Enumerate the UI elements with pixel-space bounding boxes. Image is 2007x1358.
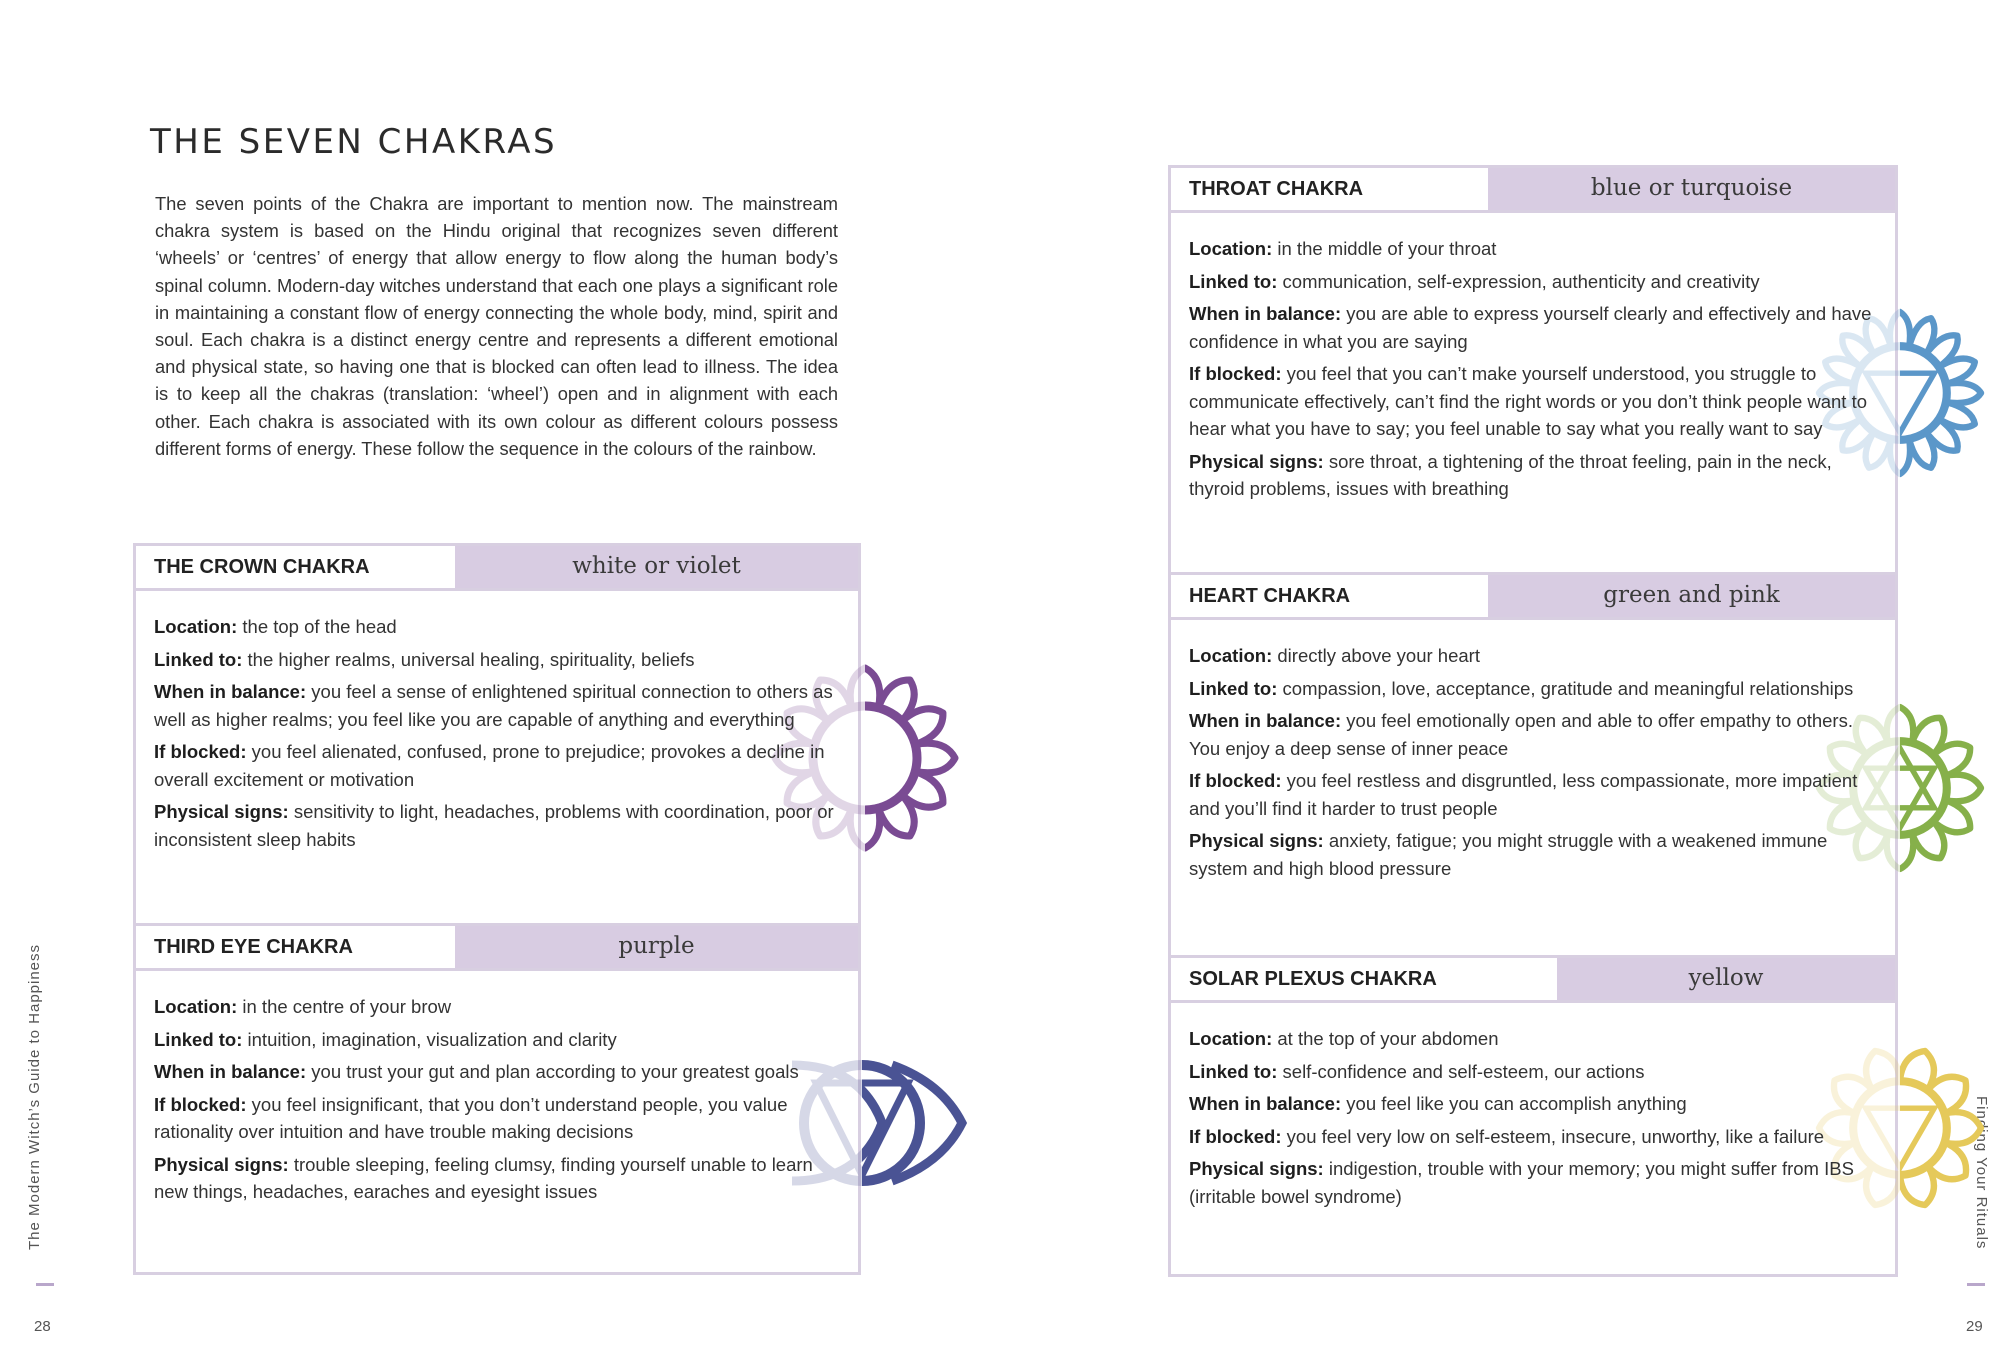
location-text: in the middle of your throat <box>1277 238 1497 259</box>
balance-label: When in balance: <box>1189 303 1342 324</box>
blocked-text: you feel that you can’t make yourself understood, you struggle to communicate effectively, can’t find the right words or you don’t think people want to hear what you have to say; you feel unable to say what you really want to say <box>1189 363 1868 439</box>
card-header <box>1171 168 1895 213</box>
card-colour: green and pink <box>1603 582 1780 608</box>
card-body <box>136 971 858 1206</box>
linked-entry <box>1189 268 1877 296</box>
card-body <box>1171 1003 1895 1210</box>
linked-entry <box>1189 675 1877 703</box>
card-header <box>136 546 858 591</box>
card-header <box>1171 958 1895 1003</box>
blocked-entry <box>1189 360 1877 443</box>
blocked-label: If blocked: <box>154 741 247 762</box>
linked-entry <box>154 646 840 674</box>
balance-entry <box>1189 1090 1877 1118</box>
balance-entry <box>154 1058 840 1086</box>
physical-entry <box>154 1151 840 1206</box>
card-body <box>1171 620 1895 882</box>
linked-entry <box>1189 1058 1877 1086</box>
balance-label: When in balance: <box>1189 1093 1342 1114</box>
page-title: THE SEVEN CHAKRAS <box>150 122 558 162</box>
linked-text: the higher realms, universal healing, spirituality, beliefs <box>247 648 695 670</box>
solar-plexus-chakra-card <box>1168 955 1898 1277</box>
crown-chakra-card <box>133 543 861 926</box>
linked-text: self-confidence and self-esteem, our actions <box>1282 1060 1645 1082</box>
right-footer-rule <box>1967 1283 1985 1286</box>
physical-label: Physical signs: <box>1189 830 1324 851</box>
location-text: the top of the head <box>242 616 397 637</box>
blocked-entry <box>1189 1123 1877 1151</box>
card-title: THIRD EYE CHAKRA <box>136 926 455 968</box>
card-body <box>136 591 858 853</box>
card-colour: white or violet <box>572 553 741 579</box>
physical-label: Physical signs: <box>1189 1158 1324 1179</box>
blocked-entry <box>154 1091 840 1146</box>
heart-chakra-card <box>1168 572 1898 965</box>
physical-text: anxiety, fatigue; you might struggle with a weakened immune system and high blood pressure <box>1189 830 1828 879</box>
location-entry <box>1189 642 1877 670</box>
balance-label: When in balance: <box>154 1061 307 1082</box>
balance-label: When in balance: <box>154 681 307 702</box>
left-footer-rule <box>36 1283 54 1286</box>
blocked-label: If blocked: <box>1189 770 1282 791</box>
card-title: THROAT CHAKRA <box>1171 168 1488 210</box>
location-entry <box>154 993 840 1021</box>
card-header <box>1171 575 1895 620</box>
blocked-text: you feel insignificant, that you don’t understand people, you value rationality over intuition and have trouble making decisions <box>154 1093 788 1142</box>
third-eye-chakra-card <box>133 923 861 1275</box>
physical-text: sore throat, a tightening of the throat feeling, pain in the neck, thyroid problems, issues with breathing <box>1189 450 1832 499</box>
balance-entry <box>1189 300 1877 355</box>
location-entry <box>154 613 840 641</box>
location-label: Location: <box>154 616 238 637</box>
blocked-text: you feel alienated, confused, prone to prejudice; provokes a decline in overall excitement or motivation <box>154 741 825 790</box>
linked-label: Linked to: <box>154 648 243 670</box>
blocked-entry <box>154 738 840 793</box>
physical-entry <box>1189 448 1877 503</box>
location-text: directly above your heart <box>1277 645 1480 666</box>
blocked-text: you feel restless and disgruntled, less compassionate, more impatient and you’ll find it harder to trust people <box>1189 770 1858 819</box>
balance-text: you are able to express yourself clearly and effectively and have confidence in what you are saying <box>1189 303 1872 352</box>
location-entry <box>1189 1025 1877 1053</box>
linked-label: Linked to: <box>1189 677 1278 699</box>
right-running-head: Finding Your Rituals <box>1973 1096 1990 1250</box>
balance-text: you feel emotionally open and able to offer empathy to others. You enjoy a deep sense of inner peace <box>1189 710 1853 759</box>
location-text: in the centre of your brow <box>242 996 452 1017</box>
blocked-label: If blocked: <box>154 1093 247 1115</box>
physical-text: indigestion, trouble with your memory; you might suffer from IBS (irritable bowel syndrome) <box>1189 1158 1854 1207</box>
card-colour: blue or turquoise <box>1590 175 1793 201</box>
balance-text: you feel a sense of enlightened spiritual connection to others as well as higher realms; you feel like you are capable of anything and everything <box>154 681 833 730</box>
physical-text: trouble sleeping, feeling clumsy, finding yourself unable to learn new things, headaches, earaches and eyesight issues <box>154 1153 813 1202</box>
blocked-label: If blocked: <box>1189 363 1282 384</box>
card-colour: purple <box>618 933 695 959</box>
physical-entry <box>154 798 840 853</box>
location-label: Location: <box>1189 645 1273 666</box>
blocked-label: If blocked: <box>1189 1125 1282 1147</box>
card-colour: yellow <box>1688 965 1764 991</box>
location-label: Location: <box>1189 1028 1273 1049</box>
balance-text: you feel like you can accomplish anything <box>1346 1093 1687 1114</box>
balance-entry <box>154 678 840 733</box>
location-label: Location: <box>154 996 238 1017</box>
linked-text: compassion, love, acceptance, gratitude and meaningful relationships <box>1282 677 1854 699</box>
location-entry <box>1189 235 1877 263</box>
physical-label: Physical signs: <box>154 1153 289 1175</box>
throat-chakra-card <box>1168 165 1898 578</box>
balance-label: When in balance: <box>1189 710 1342 731</box>
linked-entry <box>154 1026 840 1054</box>
blocked-text: you feel very low on self-esteem, insecure, unworthy, like a failure <box>1286 1125 1825 1147</box>
linked-label: Linked to: <box>154 1028 243 1050</box>
card-header <box>136 926 858 971</box>
right-page-number: 29 <box>1966 1318 1983 1335</box>
card-title: SOLAR PLEXUS CHAKRA <box>1171 958 1557 1000</box>
linked-label: Linked to: <box>1189 270 1278 292</box>
intro-paragraph: The seven points of the Chakra are important to mention now. The mainstream chakra system is based on the Hindu original that recognizes seven different ‘wheels’ or ‘centres’ of energy that allow energy to flow along the human body’s spinal column. Modern-day witches understand that each one plays a significant role in maintaining a constant flow of energy connecting the whole body, mind, spirit and soul. Each chakra is a distinct energy centre and represents a different emotional and physical state, so having one that is blocked can often lead to illness. The idea is to keep all the chakras (translation: ‘wheel’) open and in alignment with each other. Each chakra is associated with its own colour as different colours possess different forms of energy. These follow the sequence in the colours of the rainbow. <box>155 193 838 459</box>
linked-text: communication, self-expression, authenticity and creativity <box>1282 270 1760 292</box>
card-title: HEART CHAKRA <box>1171 575 1488 617</box>
balance-entry <box>1189 707 1877 762</box>
physical-label: Physical signs: <box>1189 450 1324 472</box>
physical-label: Physical signs: <box>154 801 289 822</box>
location-text: at the top of your abdomen <box>1277 1028 1499 1049</box>
physical-text: sensitivity to light, headaches, problems with coordination, poor or inconsistent sleep habits <box>154 801 834 850</box>
card-body <box>1171 213 1895 503</box>
left-page-number: 28 <box>34 1318 51 1335</box>
card-title: THE CROWN CHAKRA <box>136 546 455 588</box>
linked-label: Linked to: <box>1189 1060 1278 1082</box>
physical-entry <box>1189 827 1877 882</box>
linked-text: intuition, imagination, visualization and clarity <box>247 1028 617 1050</box>
physical-entry <box>1189 1155 1877 1210</box>
left-running-head: The Modern Witch’s Guide to Happiness <box>26 943 43 1250</box>
balance-text: you trust your gut and plan according to your greatest goals <box>311 1061 799 1082</box>
location-label: Location: <box>1189 238 1273 259</box>
blocked-entry <box>1189 767 1877 822</box>
